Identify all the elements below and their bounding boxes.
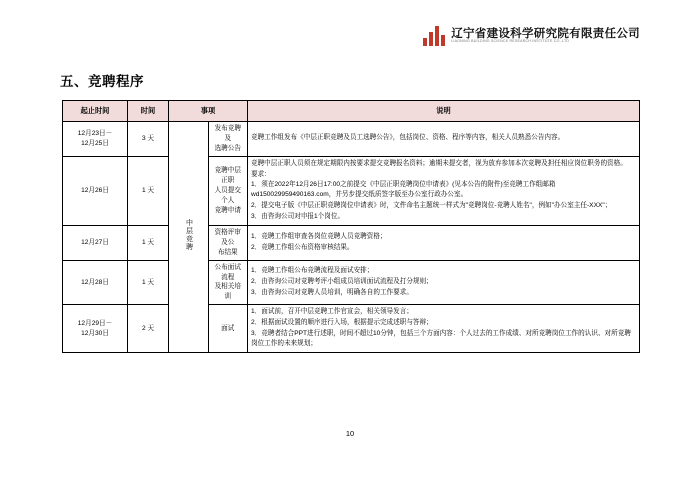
company-logo <box>423 26 640 46</box>
cell-group-label <box>169 122 209 353</box>
table-row <box>63 156 640 225</box>
description-line: 3．由咨询公司对竞聘人员培训，明确各自的工作要求。 <box>251 288 413 296</box>
schedule-table <box>62 100 640 353</box>
table-header-row <box>63 101 640 122</box>
section-heading: 五、竞聘程序 <box>60 74 144 89</box>
column-header-date: 起止时间 <box>63 101 128 122</box>
description-line: 1．须在2022年12月26日17:00之前提交《中层正职竞聘岗位申请表》(见本公告的附件)至竞聘工作组邮箱 wd150029959490163.com，并另步提交纸质签字版至办公室行政办公室。 <box>251 181 556 199</box>
description-line: 2．根据面试设置的顺序进行入场，根据提示完成述职与答辩； <box>251 319 433 327</box>
description-line: 3．竞聘者结合PPT进行述职，时间不超过10分钟，包括三个方面内容：个人过去的工作成绩、对所竞聘岗位工作的认识、对所竞聘岗位工作的未来规划； <box>251 330 631 347</box>
cell-duration: 3 天 <box>128 122 169 157</box>
description-line: 2．由咨询公司对竞聘考评小组成员培训面试流程及打分规则； <box>251 278 433 286</box>
cell-description <box>248 226 640 261</box>
cell-duration: 1 天 <box>128 260 169 305</box>
logo-company-name-en: LIAONING BUILDING SCIENCE RESEARCH INSTITUTE CO.,LTD <box>451 39 570 44</box>
page-number: 10 <box>345 429 355 438</box>
cell-item: 面试 <box>208 305 248 353</box>
description-line: 竞聘工作组发布《中层正职竞聘及员工选聘公告》，包括岗位、资格、程序等内容，相关人员熟悉公告内容。 <box>251 134 565 142</box>
cell-description <box>248 260 640 305</box>
cell-description <box>248 156 640 225</box>
cell-item: 资格评审及公 布结果 <box>208 226 248 261</box>
description-line: 1．竞聘工作组审查各岗位竞聘人员竞聘资格； <box>251 232 387 240</box>
cell-duration: 1 天 <box>128 156 169 225</box>
logo-bars-icon <box>423 26 445 46</box>
description-line: 要求： <box>251 170 271 178</box>
cell-item: 发布竞聘及 选聘公告 <box>208 122 248 157</box>
cell-date: 12月27日 <box>63 226 128 261</box>
schedule-table-wrapper <box>62 100 640 353</box>
cell-duration: 1 天 <box>128 226 169 261</box>
cell-description <box>248 305 640 353</box>
table-row <box>63 260 640 305</box>
logo-text <box>451 28 640 44</box>
column-header-description: 说明 <box>248 101 640 122</box>
description-line: 1．竞聘工作组公布竞聘流程及面试安排； <box>251 267 374 275</box>
column-header-item: 事项 <box>169 101 248 122</box>
description-line: 1．面试前，召开中层竞聘工作官宣会，相关领导发言； <box>251 308 413 316</box>
cell-duration: 2 天 <box>128 305 169 353</box>
column-header-duration: 时间 <box>128 101 169 122</box>
description-line: 3．由咨询公司对申报1个岗位。 <box>251 213 345 221</box>
cell-date: 12月23日－ 12月25日 <box>63 122 128 157</box>
cell-date: 12月29日－ 12月30日 <box>63 305 128 353</box>
description-line: 竞聘中层正职人员须在规定期限内按要求提交竞聘报名资料；逾期未提交者，视为放弃参加本次竞聘及担任相应岗位职务的资格。 <box>251 159 627 167</box>
table-row <box>63 305 640 353</box>
table-row <box>63 226 640 261</box>
cell-date: 12月26日 <box>63 156 128 225</box>
cell-date: 12月28日 <box>63 260 128 305</box>
cell-description <box>248 122 640 157</box>
logo-company-name-cn: 辽宁省建设科学研究院有限责任公司 <box>451 28 640 41</box>
cell-item: 公布面试流程 及相关培训 <box>208 260 248 305</box>
description-line: 2．提交电子版《中层正职竞聘岗位申请表》时，文件命名主题统一样式为"竞聘岗位-竞聘人姓名"，例如"办公室主任-XXX"； <box>251 202 612 210</box>
group-label-text: 中层竞聘 <box>185 218 193 251</box>
description-line: 2．竞聘工作组公布资格审核结果。 <box>251 243 354 251</box>
table-row <box>63 122 640 157</box>
cell-item: 竞聘中层正职 人员提交个人 竞聘申请 <box>208 156 248 225</box>
